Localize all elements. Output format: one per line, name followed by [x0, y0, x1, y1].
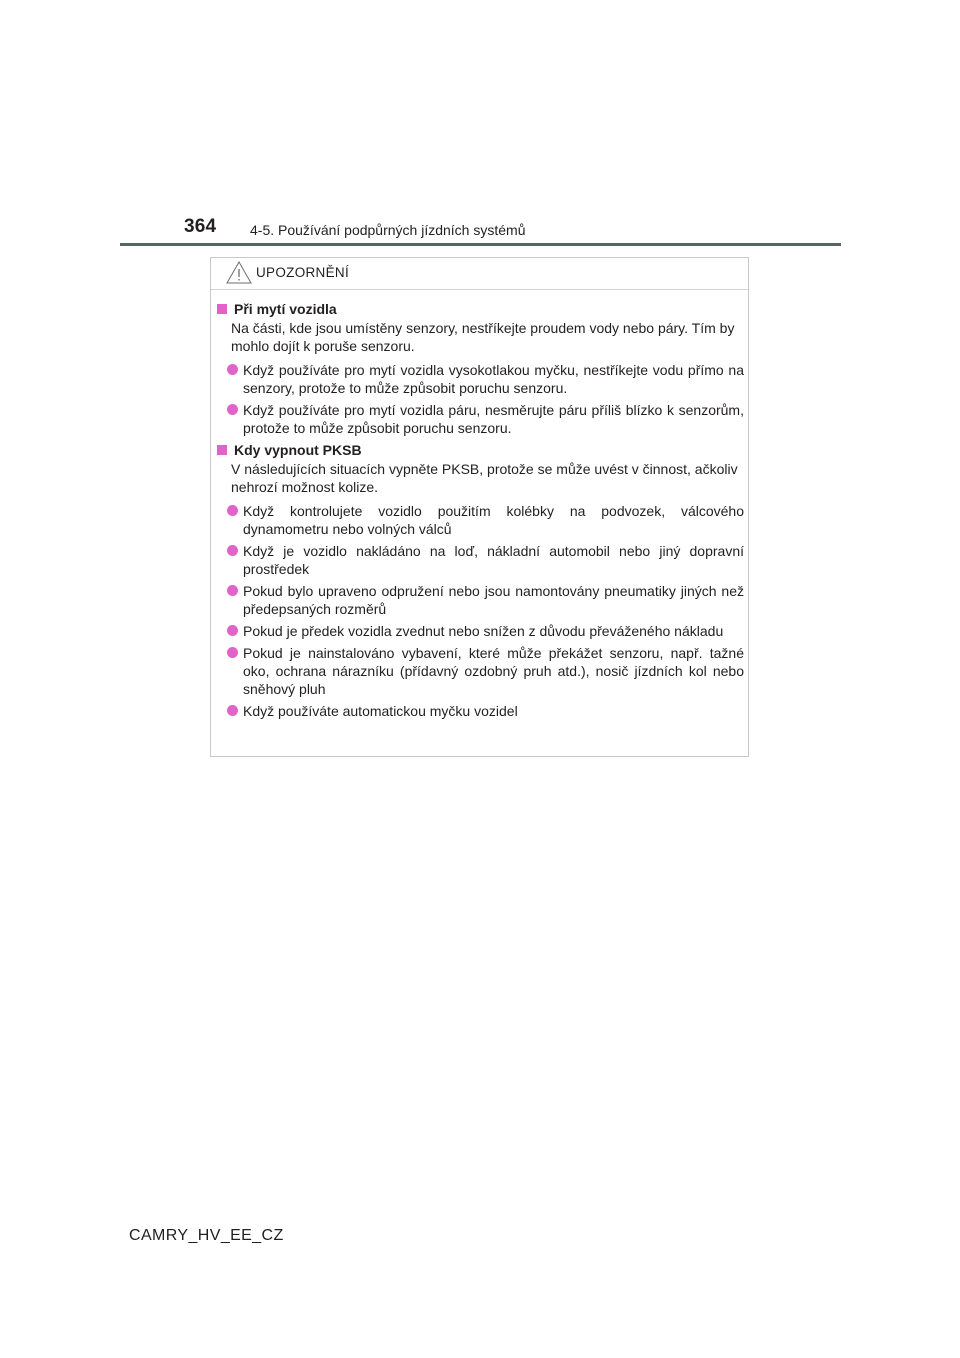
square-bullet-icon	[217, 304, 227, 314]
header-rule	[120, 243, 841, 246]
section-pksb-off	[211, 441, 750, 720]
list-item	[227, 582, 744, 618]
list-item	[227, 361, 744, 397]
section-heading-text: Při mytí vozidla	[234, 301, 337, 317]
circle-bullet-icon	[227, 505, 238, 516]
warning-box	[210, 257, 749, 757]
circle-bullet-icon	[227, 545, 238, 556]
section-heading	[217, 441, 750, 459]
list-item-text: Pokud bylo upraveno odpružení nebo jsou namontovány pneumatiky jiných než předepsaných rozměrů	[243, 583, 744, 617]
warning-title: UPOZORNĚNÍ	[256, 265, 350, 280]
list-item-text: Když používáte automatickou myčku vozidel	[243, 703, 518, 719]
list-item-text: Když používáte pro mytí vozidla vysokotlakou myčku, nestříkejte vodu přímo na senzory, protože to může způsobit poruchu senzoru.	[243, 362, 744, 396]
document-id: CAMRY_HV_EE_CZ	[129, 1227, 284, 1244]
circle-bullet-icon	[227, 585, 238, 596]
circle-bullet-icon	[227, 647, 238, 658]
list-item	[227, 542, 744, 578]
section-text: Na části, kde jsou umístěny senzory, nestříkejte proudem vody nebo páry. Tím by mohlo dojít k poruše senzoru.	[231, 320, 735, 354]
warning-header	[211, 258, 748, 290]
section-heading	[217, 300, 750, 318]
list-item	[227, 702, 744, 720]
list-item-text: Když je vozidlo nakládáno na loď, nákladní automobil nebo jiný dopravní prostředek	[243, 543, 744, 577]
warning-triangle-icon	[226, 261, 252, 284]
square-bullet-icon	[217, 445, 227, 455]
list-item	[227, 502, 744, 538]
section-washing	[211, 300, 750, 437]
section-title: 4-5. Používání podpůrných jízdních systémů	[250, 222, 526, 238]
circle-bullet-icon	[227, 404, 238, 415]
section-text: V následujících situacích vypněte PKSB, protože se může uvést v činnost, ačkoliv nehrozí možnost kolize.	[231, 461, 738, 495]
list-item	[227, 644, 744, 698]
circle-bullet-icon	[227, 364, 238, 375]
list-item-text: Když používáte pro mytí vozidla páru, nesměrujte páru příliš blízko k senzorům, protože to může způsobit poruchu senzoru.	[243, 402, 744, 436]
list-item	[227, 622, 744, 640]
section-heading-text: Kdy vypnout PKSB	[234, 442, 362, 458]
list-item-text: Pokud je nainstalováno vybavení, které může překážet senzoru, např. tažné oko, ochrana nárazníku (přídavný ozdobný pruh atd.), nosič jízdních kol nebo sněhový pluh	[243, 645, 744, 697]
list-item-text: Když kontrolujete vozidlo použitím kolébky na podvozek, válcového dynamometru nebo volných válců	[243, 503, 744, 537]
list-item	[227, 401, 744, 437]
circle-bullet-icon	[227, 705, 238, 716]
warning-content	[211, 300, 750, 724]
page-number: 364	[184, 216, 217, 237]
circle-bullet-icon	[227, 625, 238, 636]
list-item-text: Pokud je předek vozidla zvednut nebo snížen z důvodu převáženého nákladu	[243, 623, 724, 639]
